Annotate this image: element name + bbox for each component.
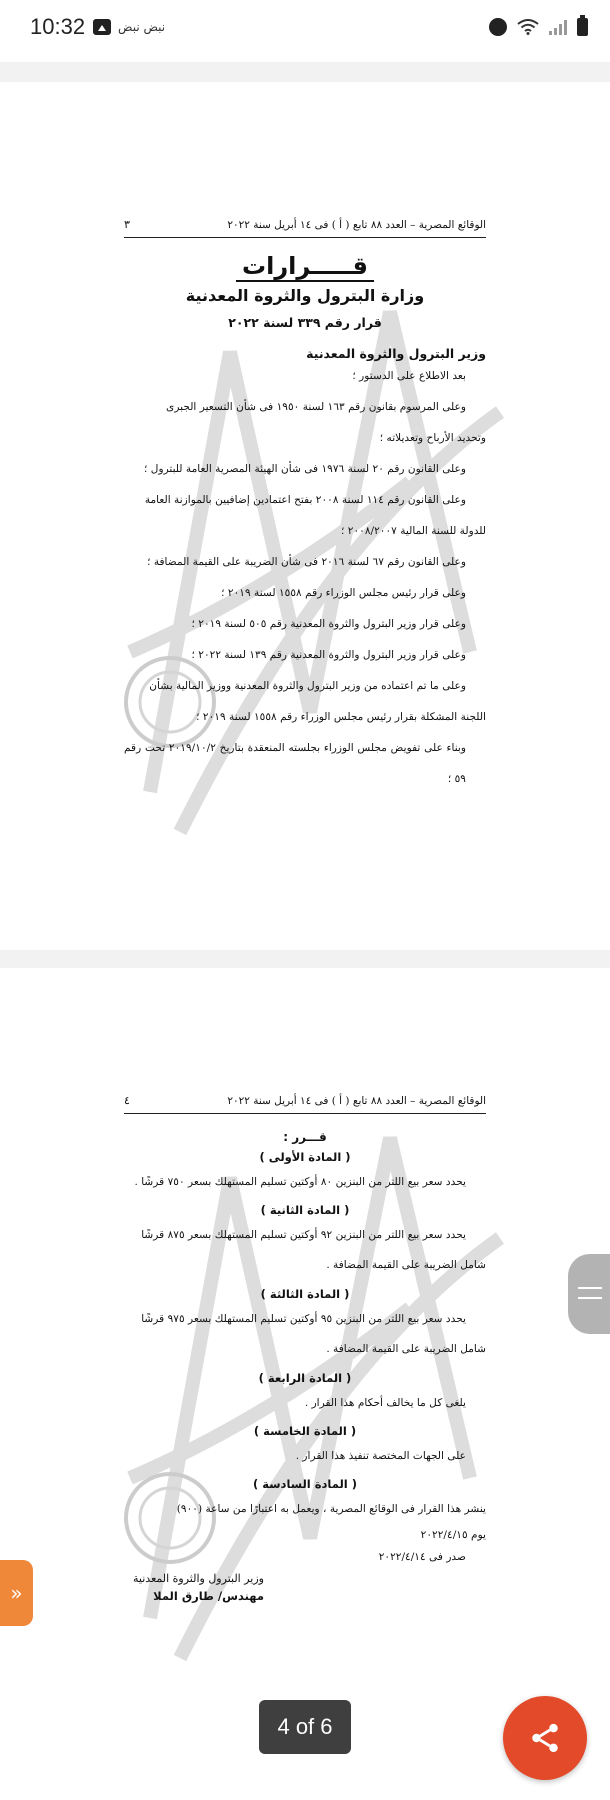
article-text: يحدد سعر بيع اللتر من البنزين ٩٢ أوكتين تسليم المستهلك بسعر ٨٧٥ قرشًا [141, 1229, 466, 1241]
minister-label: وزير البترول والثروة المعدنية [306, 346, 486, 361]
article-text: يحدد سعر بيع اللتر من البنزين ٩٥ أوكتين تسليم المستهلك بسعر ٩٧٥ قرشًا [141, 1313, 466, 1325]
scroll-handle[interactable] [568, 1254, 610, 1334]
share-icon [528, 1721, 562, 1755]
preamble-line: وعلى قرار وزير البترول والثروة المعدنية رقم ١٣٩ لسنة ٢٠٢٢ ؛ [191, 649, 466, 661]
status-bar [0, 0, 610, 62]
status-time: 10:32 [30, 14, 86, 39]
alarm-icon [489, 18, 507, 36]
page-header [124, 1094, 486, 1114]
section-title: قـــــرارات [124, 252, 486, 280]
page-number: ٣ [124, 218, 130, 231]
share-button[interactable] [503, 1696, 587, 1780]
article-text: يحدد سعر بيع اللتر من البنزين ٨٠ أوكتين تسليم المستهلك بسعر ٧٥٠ قرشًا . [134, 1176, 466, 1188]
signal-icon [549, 19, 567, 35]
page-3-content [124, 218, 486, 795]
preamble-line: وعلى القانون رقم ٦٧ لسنة ٢٠١٦ فى شأن الضريبة على القيمة المضافة ؛ [147, 556, 466, 568]
decree-number: قرار رقم ٣٣٩ لسنة ٢٠٢٢ [228, 315, 382, 330]
preamble-line: وتحديد الأرباح وتعديلاته ؛ [379, 432, 486, 444]
article-heading: ( المادة الرابعة ) [258, 1371, 352, 1385]
ministry-title: وزارة البترول والثروة المعدنية [185, 286, 425, 305]
article-text: ينشر هذا القرار فى الوقائع المصرية ، ويعمل به اعتبارًا من ساعة (٩٠٠) [176, 1503, 486, 1515]
preamble-line: وعلى القانون رقم ١١٤ لسنة ٢٠٠٨ بفتح اعتمادين إضافيين بالموازنة العامة [144, 494, 466, 506]
article-heading: ( المادة الخامسة ) [253, 1424, 357, 1438]
article-heading: ( المادة الثانية ) [260, 1203, 350, 1217]
decided-heading: قـــرر : [283, 1130, 327, 1144]
page-4-content [124, 1094, 486, 1568]
article-text: يلغى كل ما يخالف أحكام هذا القرار . [304, 1397, 466, 1409]
page-header [124, 218, 486, 238]
header-text: الوقائع المصرية – العدد ٨٨ تابع ( أ ) فى ١٤ أبريل سنة ٢٠٢٢ [227, 218, 486, 231]
battery-icon [577, 18, 588, 36]
preamble-line: وعلى قرار وزير البترول والثروة المعدنية رقم ٥٠٥ لسنة ٢٠١٩ ؛ [191, 618, 466, 630]
preamble-line: للدولة للسنة المالية ٢٠٠٨/٢٠٠٧ ؛ [341, 525, 486, 537]
preamble-line: وعلى قرار رئيس مجلس الوزراء رقم ١٥٥٨ لسنة ٢٠١٩ ؛ [221, 587, 466, 599]
status-icons [489, 18, 588, 36]
scroll-handle-icon [578, 1297, 602, 1299]
image-icon [93, 19, 111, 35]
side-panel-toggle[interactable]: » [0, 1560, 33, 1626]
status-notification-text: نبض نبض [118, 20, 166, 34]
signature-name: مهندس/ طارق الملا [153, 1589, 264, 1603]
preamble-line: بعد الاطلاع على الدستور ؛ [352, 370, 466, 382]
article-text: على الجهات المختصة تنفيذ هذا القرار . [295, 1450, 466, 1462]
article-heading: ( المادة الأولى ) [259, 1150, 351, 1164]
preamble-line: وبناء على تفويض مجلس الوزراء بجلسته المنعقدة بتاريخ ٢٠١٩/١٠/٢ تحت رقم ٥٩ ؛ [124, 742, 466, 785]
article-text: شامل الضريبة على القيمة المضافة . [326, 1343, 486, 1355]
preamble-line: وعلى المرسوم بقانون رقم ١٦٣ لسنة ١٩٥٠ فى شأن التسعير الجبرى [166, 401, 466, 413]
wifi-icon [517, 19, 539, 35]
document-page-3 [0, 82, 610, 950]
preamble-line: اللجنة المشكلة بقرار رئيس مجلس الوزراء رقم ١٥٥٨ لسنة ٢٠١٩ ؛ [196, 711, 486, 723]
issued-date: صدر فى ٢٠٢٢/٤/١٤ [378, 1551, 466, 1563]
article-text: يوم ٢٠٢٢/٤/١٥ [420, 1529, 486, 1541]
article-heading: ( المادة السادسة ) [253, 1477, 357, 1491]
article-heading: ( المادة الثالثة ) [260, 1287, 350, 1301]
header-text: الوقائع المصرية – العدد ٨٨ تابع ( أ ) فى ١٤ أبريل سنة ٢٠٢٢ [227, 1094, 486, 1107]
page-number: ٤ [124, 1094, 130, 1107]
signature-block [124, 1572, 264, 1603]
page-indicator: 4 of 6 [259, 1700, 351, 1754]
signature-title: وزير البترول والثروة المعدنية [133, 1572, 264, 1585]
article-text: شامل الضريبة على القيمة المضافة . [326, 1259, 486, 1271]
document-page-4 [0, 968, 610, 1800]
scroll-handle-icon [578, 1287, 602, 1289]
preamble-line: وعلى ما تم اعتماده من وزير البترول والثروة المعدنية ووزير المالية بشأن [149, 680, 466, 692]
preamble-line: وعلى القانون رقم ٢٠ لسنة ١٩٧٦ فى شأن الهيئة المصرية العامة للبترول ؛ [144, 463, 466, 475]
